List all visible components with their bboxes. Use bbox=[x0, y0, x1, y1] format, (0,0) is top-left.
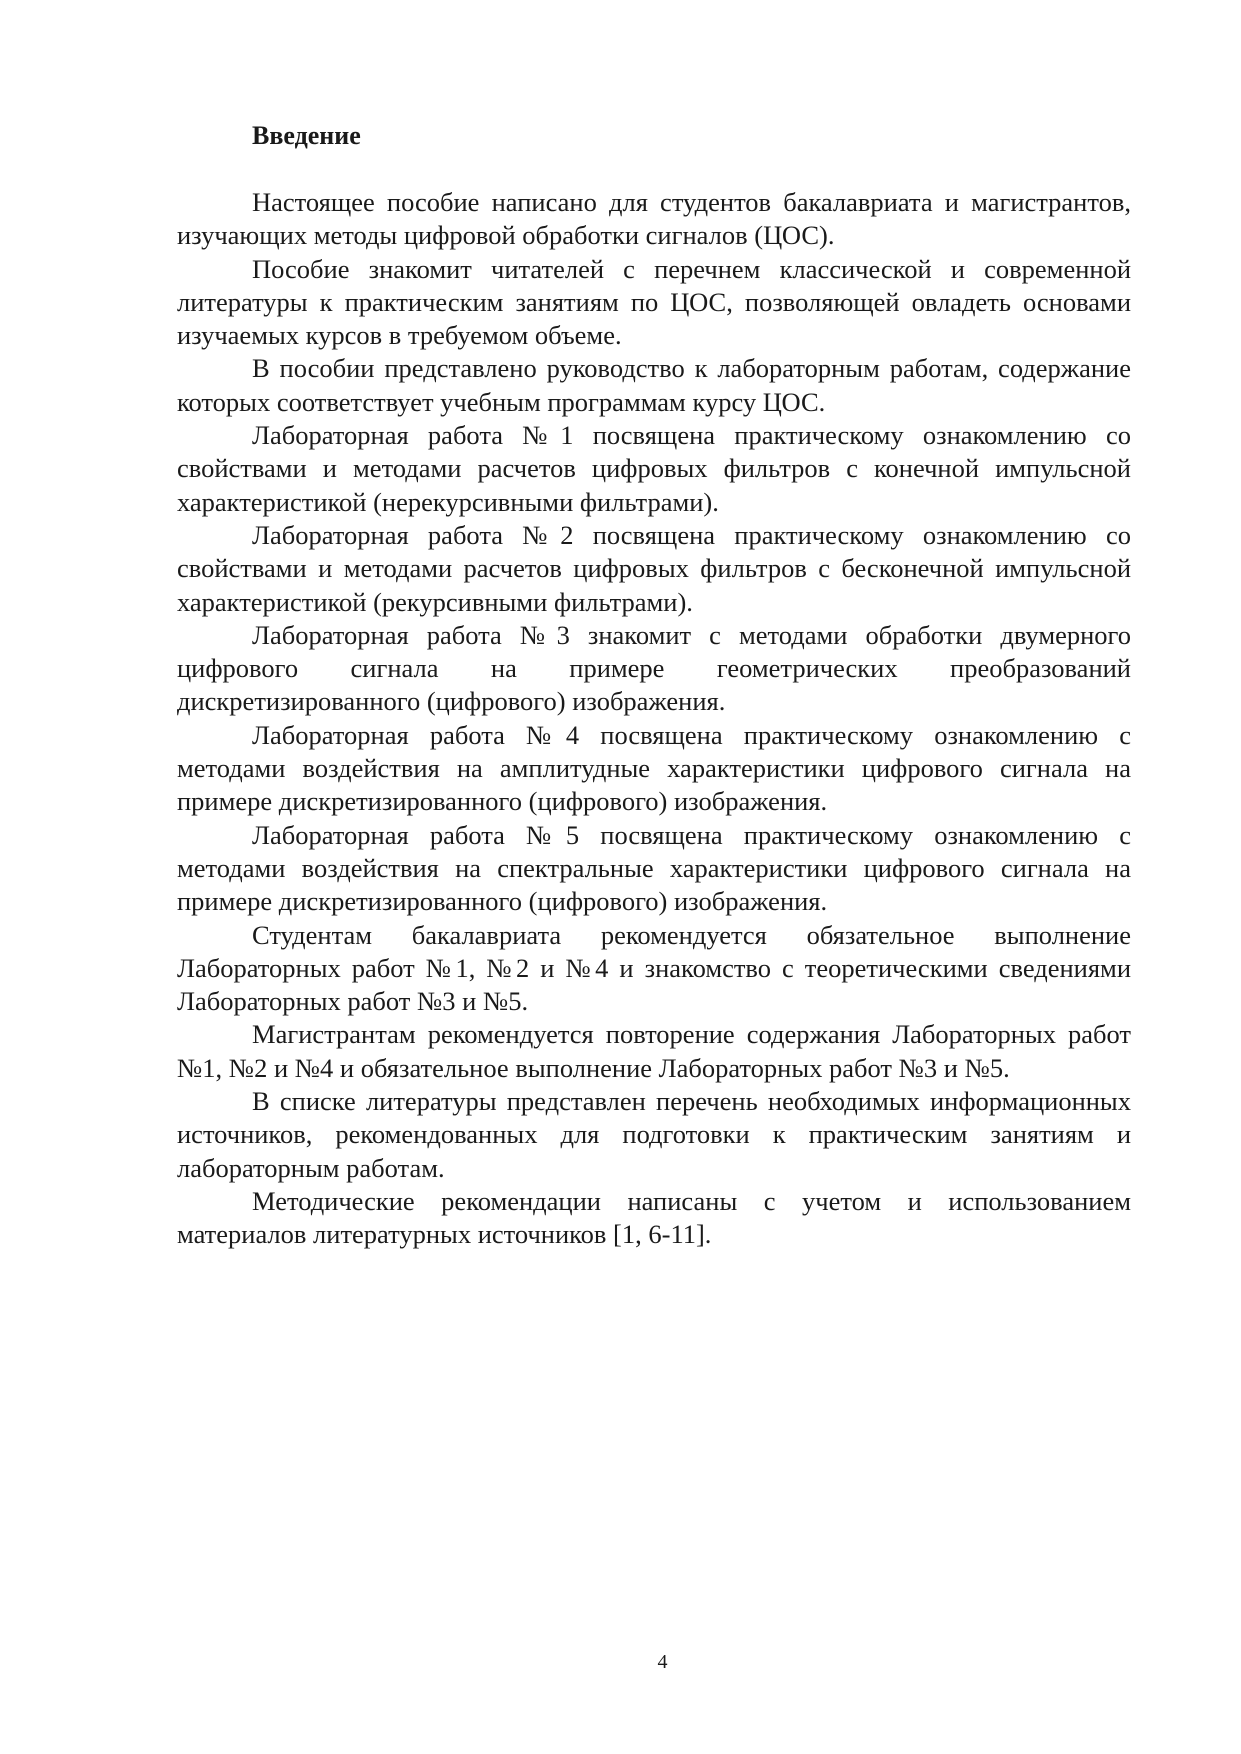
paragraph-1: Настоящее пособие написано для студентов бакалавриата и магистрантов, изучающих методы цифровой обработки сигналов (ЦОС). bbox=[177, 187, 1131, 251]
body-text bbox=[177, 186, 1131, 1252]
paragraph-6: Лабораторная работа №3 знакомит с методами обработки двумерного цифрового сигнала на примере геометрических преобразований дискретизированного (цифрового) изображения. bbox=[177, 619, 1131, 717]
paragraph-12: Методические рекомендации написаны с учетом и использованием материалов литературных источников [1, 6-11]. bbox=[177, 1185, 1131, 1250]
paragraph-2: Пособие знакомит читателей с перечнем классической и современной литературы к практическим занятиям по ЦОС, позволяющей овладеть основами изучаемых курсов в требуемом объеме. bbox=[177, 253, 1131, 351]
section-heading: Введение bbox=[252, 121, 361, 150]
paragraph-10: Магистрантам рекомендуется повторение содержания Лабораторных работ №1, №2 и №4 и обязательное выполнение Лабораторных работ №3 и №5. bbox=[177, 1019, 1131, 1083]
page-number: 4 bbox=[657, 1651, 668, 1673]
paragraph-3: В пособии представлено руководство к лабораторным работам, содержание которых соответствует учебным программам курсу ЦОС. bbox=[177, 353, 1131, 417]
paragraph-11: В списке литературы представлен перечень необходимых информационных источников, рекомендованных для подготовки к практическим занятиям и лабораторным работам. bbox=[177, 1086, 1131, 1183]
paragraph-9: Студентам бакалавриата рекомендуется обязательное выполнение Лабораторных работ №1, №2 и №4 и знакомство с теоретическими сведениями Лабораторных работ №3 и №5. bbox=[177, 919, 1131, 1017]
paragraph-5: Лабораторная работа №2 посвящена практическому ознакомлению со свойствами и методами расчетов цифровых фильтров с бесконечной импульсной характеристикой (рекурсивными фильтрами). bbox=[177, 519, 1131, 617]
paragraph-8: Лабораторная работа №5 посвящена практическому ознакомлению с методами воздействия на спектральные характеристики цифрового сигнала на примере дискретизированного (цифрового) изображения. bbox=[177, 819, 1131, 917]
paragraph-4: Лабораторная работа №1 посвящена практическому ознакомлению со свойствами и методами расчетов цифровых фильтров с конечной импульсной характеристикой (нерекурсивными фильтрами). bbox=[177, 420, 1131, 517]
paragraph-7: Лабораторная работа №4 посвящена практическому ознакомлению с методами воздействия на амплитудные характеристики цифрового сигнала на примере дискретизированного (цифрового) изображения. bbox=[177, 719, 1131, 817]
